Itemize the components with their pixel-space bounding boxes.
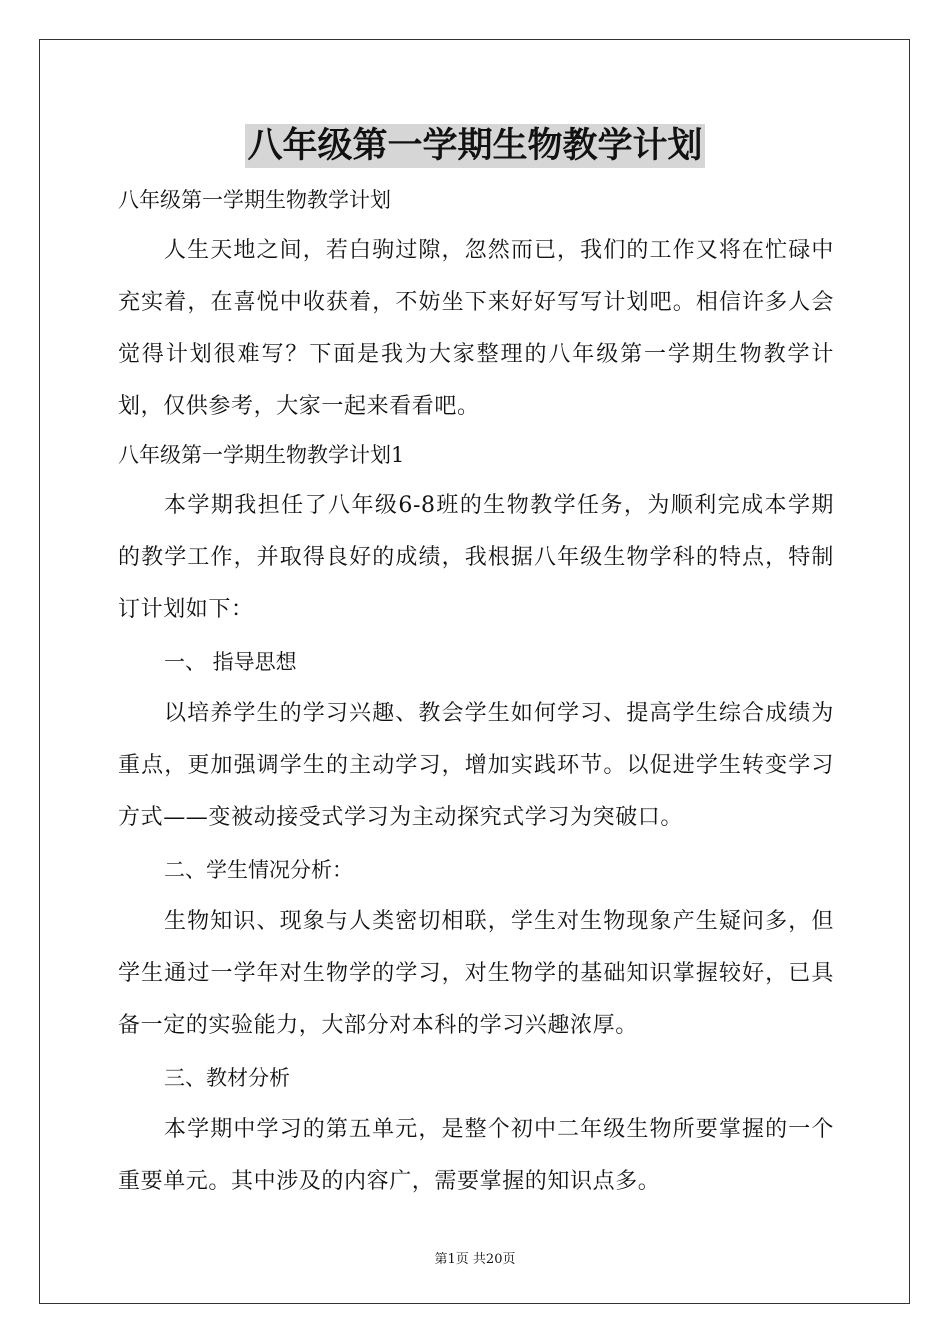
section1-paragraph: 以培养学生的学习兴趣、教会学生如何学习、提高学生综合成绩为重点，更加强调学生的主动学习，增加实践环节。以促进学生转变学习方式——变被动接受式学习为主动探究式学习为突破口。 (118, 701, 834, 830)
plan1-heading: 八年级第一学期生物教学计划1 (118, 443, 405, 467)
section2-heading: 二、学生情况分析： (164, 858, 353, 882)
plan1-intro-paragraph: 本学期我担任了八年级6-8班的生物教学任务，为顺利完成本学期的教学工作，并取得良好的成绩，我根据八年级生物学科的特点，特制订计划如下： (118, 493, 834, 622)
intro-paragraph: 人生天地之间，若白驹过隙，忽然而已，我们的工作又将在忙碌中充实着，在喜悦中收获着，不妨坐下来好好写写计划吧。相信许多人会觉得计划很难写？下面是我为大家整理的八年级第一学期生物教学计划，仅供参考，大家一起来看看吧。 (118, 238, 834, 419)
document-subtitle: 八年级第一学期生物教学计划 (118, 188, 391, 212)
section1-heading: 一、 指导思想 (164, 650, 297, 674)
section3-paragraph: 本学期中学习的第五单元，是整个初中二年级生物所要掌握的一个重要单元。其中涉及的内容广，需要掌握的知识点多。 (118, 1117, 834, 1194)
page-footer: 第1页 共20页 (434, 1252, 516, 1267)
document-body (118, 178, 834, 1208)
document-title-text: 八年级第一学期生物教学计划 (247, 125, 703, 166)
section2-paragraph: 生物知识、现象与人类密切相联，学生对生物现象产生疑问多，但学生通过一学年对生物学的学习，对生物学的基础知识掌握较好，已具备一定的实验能力，大部分对本科的学习兴趣浓厚。 (118, 909, 834, 1038)
document-title (0, 124, 950, 168)
section3-heading: 三、教材分析 (164, 1066, 290, 1090)
